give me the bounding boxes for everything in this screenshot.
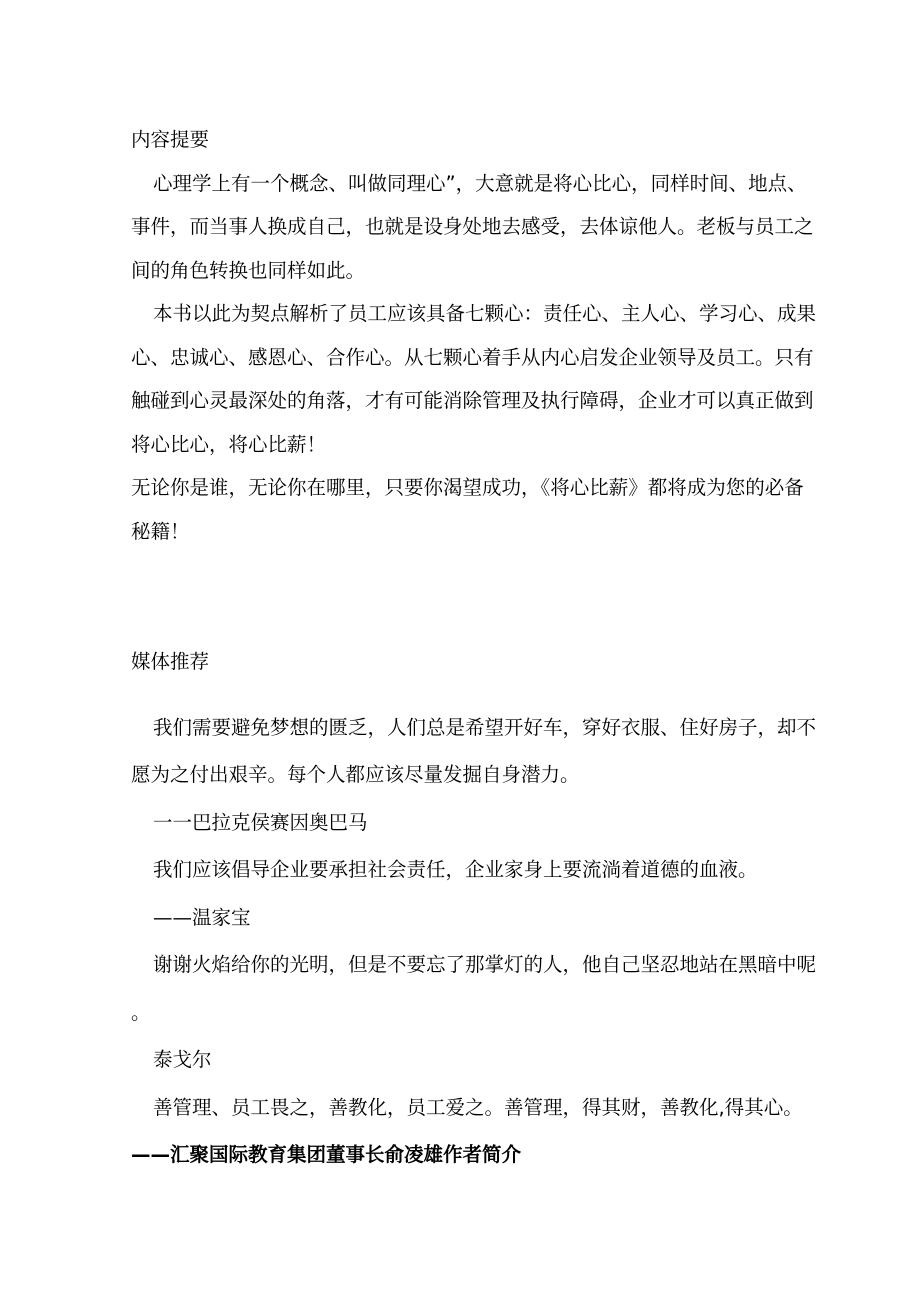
section-body bbox=[131, 704, 817, 1179]
text-line: 触碰到心灵最深处的角落，才有可能消除管理及执行障碍，企业才可以真正做到 bbox=[131, 389, 814, 412]
text-line: 间的角色转换也同样如此。 bbox=[131, 258, 366, 282]
text-line: ——汇聚国际教育集团董事长俞凌雄作者简介 bbox=[131, 1143, 522, 1166]
text-line: 秘籍！ bbox=[131, 519, 190, 543]
text-line: 我们应该倡导企业要承担社会责任，企业家身上要流淌着道德的血液。 bbox=[153, 858, 758, 881]
text-line: ——温家宝 bbox=[153, 905, 251, 929]
section-media-recommendation bbox=[131, 640, 817, 1179]
text-line: 将心比心，将心比薪！ bbox=[131, 432, 327, 456]
text-line: 善管理、员工畏之，善教化，员工爱之。善管理，得其财，善教化,得其心。 bbox=[153, 1095, 803, 1119]
text-line: 谢谢火焰给你的光明，但是不要忘了那掌灯的人，他自己坚忍地站在黑暗中呢 bbox=[153, 953, 817, 976]
section-heading: 内容提要 bbox=[131, 128, 210, 151]
text-line: 事件，而当事人换成自己，也就是设身处地去感受，去体谅他人。老板与员工之 bbox=[131, 215, 814, 238]
text-line: 我们需要避免梦想的匮乏，人们总是希望开好车，穿好衣服、住好房子，却不 bbox=[153, 715, 817, 739]
text-line: 心、忠诚心、感恩心、合作心。从七颗心着手从内心启发企业领导及员工。只有 bbox=[131, 345, 814, 369]
text-line: 心理学上有一个概念、叫做同理心”，大意就是将心比心，同样时间、地点、 bbox=[153, 171, 807, 195]
document-content bbox=[131, 118, 817, 1179]
text-line: 一一巴拉克侯赛因奥巴马 bbox=[153, 810, 368, 834]
text-line: 本书以此为契点解析了员工应该具备七颗心：责任心、主人心、学习心、成果 bbox=[153, 302, 817, 325]
text-line: 愿为之付出艰辛。每个人都应该尽量发掘自身潜力。 bbox=[131, 763, 580, 786]
section-content-summary bbox=[131, 118, 817, 553]
section-body bbox=[131, 162, 817, 554]
text-line: 泰戈尔 bbox=[153, 1048, 212, 1071]
text-line: 。 bbox=[131, 1000, 151, 1024]
text-line: 无论你是谁，无论你在哪里，只要你渴望成功，《将心比薪》都将成为您的必备 bbox=[131, 476, 804, 499]
section-heading: 媒体推荐 bbox=[131, 650, 210, 673]
